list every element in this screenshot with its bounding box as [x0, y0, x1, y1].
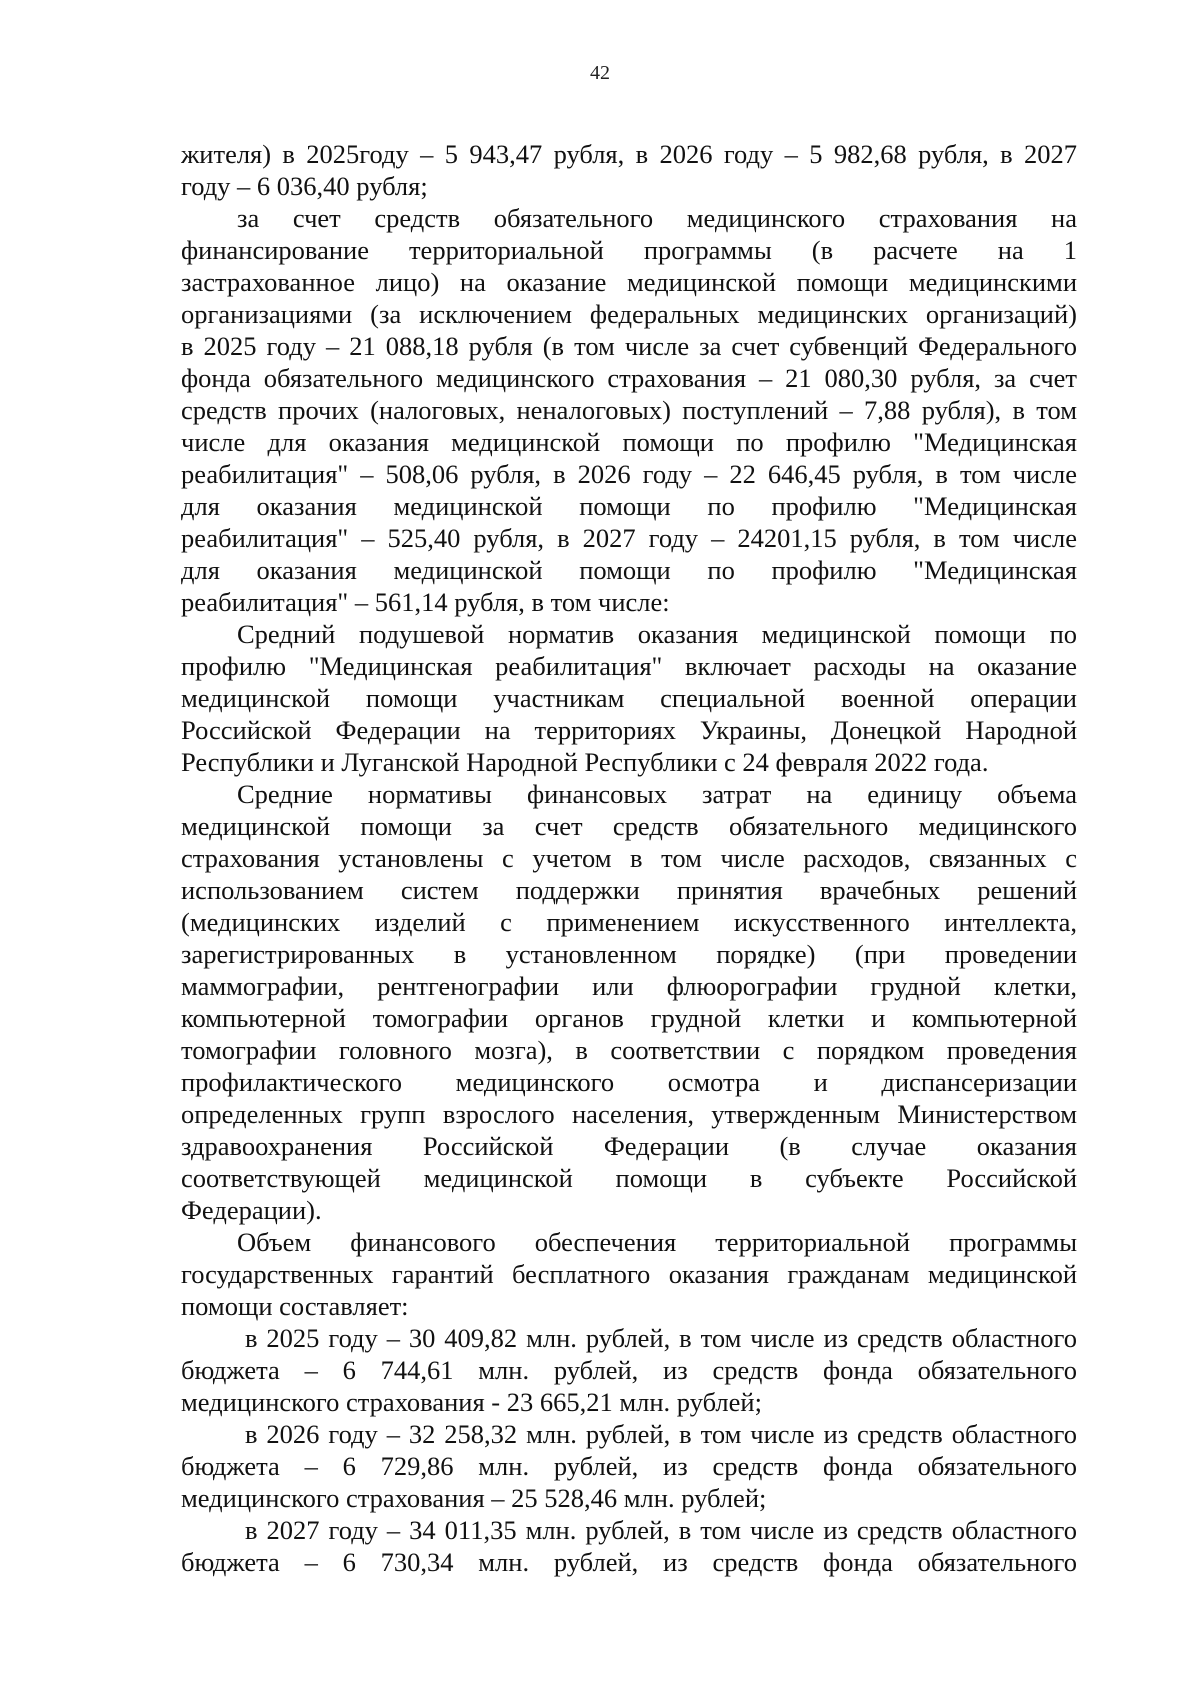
text-line: реабилитация" – 561,14 рубля, в том числе: [181, 587, 670, 617]
text-line: государственных гарантий бесплатного оказания гражданам медицинской [181, 1259, 1077, 1289]
text-line: числе для оказания медицинской помощи по профилю "Медицинская [181, 427, 1077, 457]
text-line: медицинского страхования – 25 528,46 млн. рублей; [181, 1483, 767, 1513]
text-line: жителя) в 2025году – 5 943,47 рубля, в 2026 году – 5 982,68 рубля, в 2027 [181, 139, 1077, 169]
text-line: бюджета – 6 729,86 млн. рублей, из средств фонда обязательного [181, 1451, 1077, 1481]
text-line: бюджета – 6 744,61 млн. рублей, из средств фонда обязательного [181, 1355, 1077, 1385]
page-number: 42 [590, 62, 610, 84]
text-line: компьютерной томографии органов грудной клетки и компьютерной [181, 1003, 1077, 1033]
text-line: определенных групп взрослого населения, утвержденным Министерством [181, 1099, 1077, 1129]
text-line: томографии головного мозга), в соответствии с порядком проведения [181, 1035, 1077, 1065]
text-line: Российской Федерации на территориях Украины, Донецкой Народной [181, 715, 1077, 745]
text-line: маммографии, рентгенографии или флюорографии грудной клетки, [181, 971, 1077, 1001]
text-line: финансирование территориальной программы (в расчете на 1 [181, 235, 1077, 265]
text-line: реабилитация" – 508,06 рубля, в 2026 году – 22 646,45 рубля, в том числе [181, 459, 1077, 489]
text-line: средств прочих (налоговых, неналоговых) поступлений – 7,88 рубля), в том [181, 395, 1077, 425]
text-line: в 2025 году – 21 088,18 рубля (в том числе за счет субвенций Федерального [181, 331, 1077, 361]
text-line: Федерации). [181, 1195, 322, 1225]
text-line: фонда обязательного медицинского страхования – 21 080,30 рубля, за счет [181, 363, 1077, 393]
text-line: в 2026 году – 32 258,32 млн. рублей, в том числе из средств областного [245, 1419, 1077, 1449]
text-line: Средний подушевой норматив оказания медицинской помощи по [237, 619, 1077, 649]
text-line: медицинского страхования - 23 665,21 млн. рублей; [181, 1387, 762, 1417]
text-line: году – 6 036,40 рубля; [181, 171, 428, 201]
text-line: медицинской помощи за счет средств обязательного медицинского [181, 811, 1077, 841]
text-line: (медицинских изделий с применением искусственного интеллекта, [181, 907, 1077, 937]
text-line: соответствующей медицинской помощи в субъекте Российской [181, 1163, 1077, 1193]
text-line: в 2027 году – 34 011,35 млн. рублей, в том числе из средств областного [245, 1515, 1077, 1545]
text-line: Объем финансового обеспечения территориальной программы [237, 1227, 1077, 1257]
text-line: помощи составляет: [181, 1291, 409, 1321]
text-line: застрахованное лицо) на оказание медицинской помощи медицинскими [181, 267, 1077, 297]
text-line: за счет средств обязательного медицинского страхования на [237, 203, 1077, 233]
text-line: здравоохранения Российской Федерации (в случае оказания [181, 1131, 1077, 1161]
text-line: для оказания медицинской помощи по профилю "Медицинская [181, 491, 1077, 521]
text-line: профилю "Медицинская реабилитация" включает расходы на оказание [181, 651, 1077, 681]
text-line: Республики и Луганской Народной Республики с 24 февраля 2022 года. [181, 747, 989, 777]
text-line: бюджета – 6 730,34 млн. рублей, из средств фонда обязательного [181, 1547, 1077, 1577]
text-line: для оказания медицинской помощи по профилю "Медицинская [181, 555, 1077, 585]
text-line: в 2025 году – 30 409,82 млн. рублей, в том числе из средств областного [245, 1323, 1077, 1353]
text-line: профилактического медицинского осмотра и диспансеризации [181, 1067, 1077, 1097]
text-line: использованием систем поддержки принятия врачебных решений [181, 875, 1077, 905]
text-line: Средние нормативы финансовых затрат на единицу объема [237, 779, 1077, 809]
text-line: реабилитация" – 525,40 рубля, в 2027 году – 24201,15 рубля, в том числе [181, 523, 1077, 553]
text-line: зарегистрированных в установленном порядке) (при проведении [181, 939, 1077, 969]
document-body [181, 138, 1077, 1578]
text-line: медицинской помощи участникам специальной военной операции [181, 683, 1077, 713]
text-line: страхования установлены с учетом в том числе расходов, связанных с [181, 843, 1077, 873]
text-line: организациями (за исключением федеральных медицинских организаций) [181, 299, 1077, 329]
